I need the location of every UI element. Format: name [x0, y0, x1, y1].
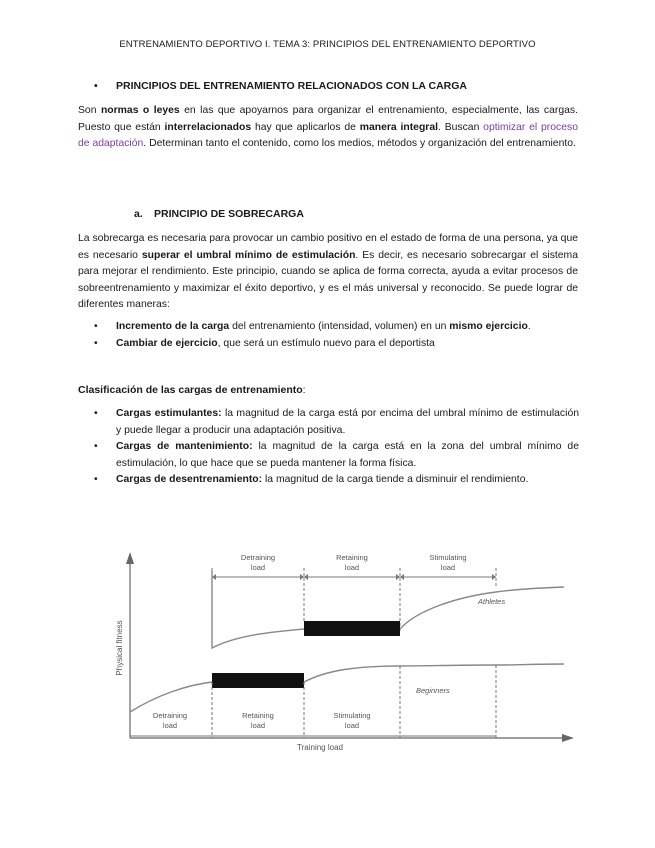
bottom-label-detraining: Detraining	[152, 711, 188, 720]
beginners-curve	[130, 664, 564, 712]
section-heading-text: PRINCIPIOS DEL ENTRENAMIENTO RELACIONADOS CON LA CARGA	[116, 80, 467, 92]
text-run: La sobrecarga es necesaria para provocar un cambio positivo en el estado de forma de una persona, ya que es necesario	[78, 233, 578, 261]
subsection-heading-text: PRINCIPIO DE SOBRECARGA	[154, 208, 304, 220]
text-run: Son	[78, 105, 101, 116]
subsection-heading-sobrecarga	[134, 208, 304, 220]
arrow-head	[304, 574, 308, 580]
definition: la magnitud de la carga está en la zona del umbral mínimo de estimulación, lo que hace que se pueda mantener la forma física.	[116, 441, 579, 469]
list-item	[94, 472, 579, 489]
term: Cargas de mantenimiento:	[116, 441, 253, 452]
classification-title	[78, 384, 306, 396]
text-run: en las que apoyarnos para organizar el entrenamiento, especialmente, las cargas. Puesto que están	[78, 105, 578, 133]
top-label-detraining-load: load	[250, 563, 266, 572]
arrow-head	[492, 574, 496, 580]
bottom-label-detraining-load: load	[162, 721, 178, 730]
arrow-head	[396, 574, 400, 580]
term: Cargas estimulantes:	[116, 408, 222, 419]
definition: la magnitud de la carga tiende a disminuir el rendimiento.	[262, 474, 529, 485]
text-run: , que será un estímulo nuevo para el deportista	[217, 337, 435, 349]
definition: la magnitud de la carga está por encima del umbral mínimo de estimulación y puede llegar a producir una adaptación positiva.	[116, 408, 579, 436]
beginners-label: Beginners	[416, 686, 450, 695]
text-run: . Buscan	[438, 121, 484, 133]
bold-run: Cambiar de ejercicio	[116, 337, 218, 349]
bold-run: mismo ejercicio	[449, 321, 528, 332]
list-item	[94, 336, 579, 353]
sobrecarga-paragraph	[78, 231, 578, 314]
bullet-glyph: •	[94, 441, 98, 452]
athletes-retaining-block	[304, 621, 400, 636]
list-item	[94, 439, 579, 472]
beginners-retaining-block	[212, 673, 304, 688]
bullet-glyph: •	[94, 474, 98, 485]
classification-bullet-list	[94, 406, 579, 489]
bottom-label-retaining-load: load	[250, 721, 266, 730]
y-axis-label: Physical fitness	[115, 620, 124, 676]
page-header: ENTRENAMIENTO DEPORTIVO I. TEMA 3: PRINCIPIOS DEL ENTRENAMIENTO DEPORTIVO	[119, 39, 536, 50]
training-load-figure	[112, 540, 582, 755]
term: Cargas de desentrenamiento:	[116, 474, 263, 485]
sobrecarga-bullet-list	[94, 319, 579, 352]
y-axis-arrow	[126, 552, 134, 564]
classification-colon: :	[302, 384, 306, 396]
bottom-label-stimulating: Stimulating	[333, 711, 371, 720]
bold-run: normas o leyes	[100, 105, 180, 116]
bullet-glyph: •	[94, 408, 98, 419]
bold-run: interrelacionados	[164, 121, 252, 133]
adaptation-link[interactable]: optimizar el proceso de adaptación	[78, 121, 578, 149]
top-label-retaining: Retaining	[336, 553, 368, 562]
x-axis-arrow	[562, 734, 574, 742]
text-run: hay que aplicarlos de	[251, 121, 360, 133]
x-axis-label: Training load	[297, 743, 343, 752]
top-label-detraining: Detraining	[240, 553, 276, 562]
bold-run: superar el umbral mínimo de estimulación	[141, 249, 356, 261]
text-run: .	[527, 321, 531, 332]
text-run: . Determinan tanto el contenido, como los medios, métodos y organización del entrenamiento.	[143, 138, 576, 149]
text-run: del entrenamiento (intensidad, volumen) en un	[229, 321, 450, 332]
list-item	[94, 406, 579, 439]
classification-title-text: Clasificación de las cargas de entrenamiento	[78, 384, 303, 396]
athletes-curve	[212, 570, 564, 648]
top-label-stimulating: Stimulating	[429, 553, 467, 562]
section-heading-carga	[94, 80, 467, 92]
bold-run: Incremento de la carga	[116, 321, 230, 332]
top-label-retaining-load: load	[344, 563, 360, 572]
bold-run: manera integral	[359, 121, 439, 133]
list-item	[94, 319, 579, 336]
subsection-marker: a.	[134, 208, 143, 220]
bullet-glyph: •	[94, 321, 98, 332]
bottom-label-stimulating-load: load	[344, 721, 360, 730]
top-label-stimulating-load: load	[440, 563, 456, 572]
bullet-glyph: •	[94, 337, 98, 349]
arrow-head	[400, 574, 404, 580]
athletes-label: Athletes	[478, 597, 506, 606]
text-run: . Es decir, es necesario sobrecargar el sistema para mejorar el rendimiento. Este principio, cuando se aplica de forma correcta, ayuda a evitar procesos de sobreentrenamiento y maximizar el éxito deportivo, y es el más universal y reconocido. Se puede lograr de diferentes maneras:	[78, 249, 578, 310]
bottom-label-retaining: Retaining	[242, 711, 274, 720]
bullet-glyph: •	[94, 80, 98, 92]
intro-paragraph	[78, 103, 578, 153]
arrow-head	[300, 574, 304, 580]
